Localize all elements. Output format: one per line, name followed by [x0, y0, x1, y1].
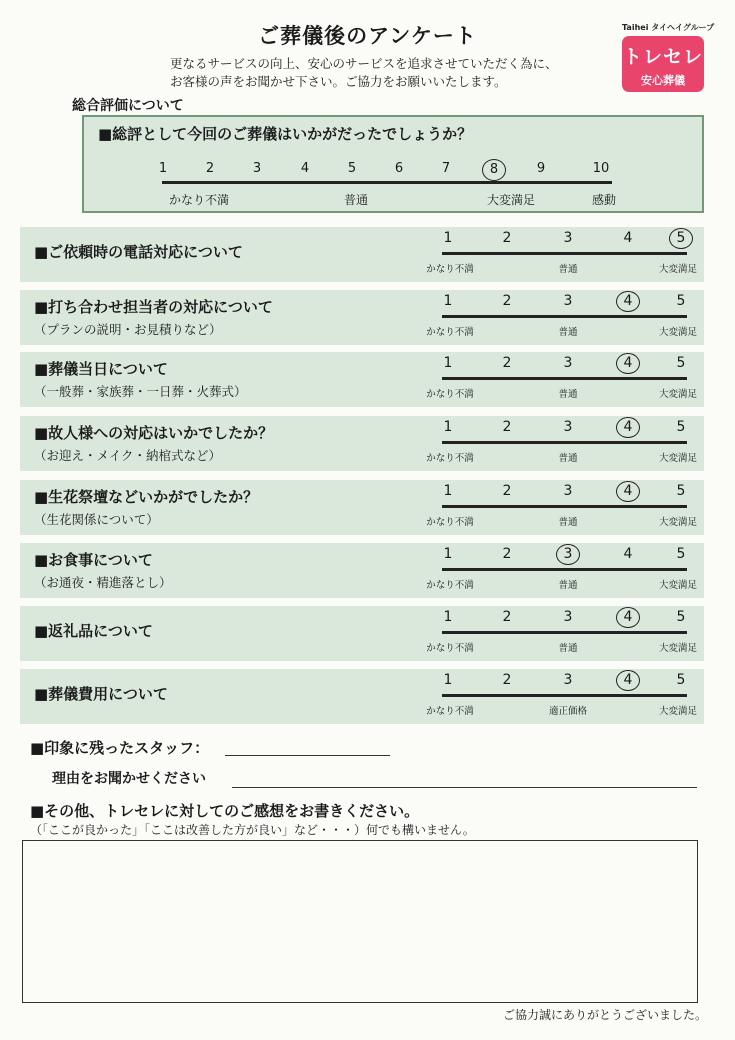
- brand-name: トレセレ: [622, 46, 703, 68]
- overall-scale-line: [162, 181, 612, 184]
- rating-scale-line: [442, 252, 687, 255]
- question-row: [20, 352, 704, 407]
- rating-label: 大変満足: [658, 706, 698, 717]
- rating-label: かなり不満: [426, 706, 474, 717]
- rating-selected[interactable]: 4: [616, 670, 640, 691]
- rating-label: かなり不満: [426, 643, 474, 654]
- rating-number[interactable]: 1: [443, 355, 453, 371]
- rating-number[interactable]: 3: [563, 355, 573, 371]
- rating-selected[interactable]: 4: [616, 291, 640, 312]
- question-subtitle: （一般葬・家族葬・一日葬・火葬式）: [34, 384, 247, 399]
- page-title: ご葬儀後のアンケート: [258, 24, 477, 48]
- rating-selected[interactable]: 3: [556, 544, 580, 565]
- overall-scale: [84, 117, 702, 211]
- rating-number[interactable]: 5: [676, 355, 686, 371]
- overall-scale-number[interactable]: 3: [252, 161, 262, 176]
- question-title: ■葬儀費用について: [34, 685, 168, 703]
- rating-selected[interactable]: 5: [669, 228, 693, 249]
- overall-scale-selected[interactable]: 8: [482, 159, 506, 181]
- rating-label: 普通: [558, 264, 578, 275]
- rating-number[interactable]: 3: [563, 230, 573, 246]
- question-row: [20, 290, 704, 345]
- rating-label: 普通: [558, 453, 578, 464]
- overall-scale-number[interactable]: 2: [205, 161, 215, 176]
- overall-scale-label: 普通: [343, 193, 369, 207]
- comments-box[interactable]: [22, 840, 698, 1003]
- question-title: ■故人様への対応はいかでしたか？: [34, 424, 274, 442]
- overall-scale-number[interactable]: 9: [536, 161, 546, 176]
- rating-number[interactable]: 3: [563, 483, 573, 499]
- rating-number[interactable]: 2: [502, 355, 512, 371]
- rating-label: 大変満足: [658, 264, 698, 275]
- rating-number[interactable]: 1: [443, 546, 453, 562]
- overall-scale-label: 大変満足: [486, 193, 536, 207]
- rating-selected[interactable]: 4: [616, 417, 640, 438]
- overall-scale-number[interactable]: 6: [394, 161, 404, 176]
- reason-label: 理由をお聞かせください: [52, 771, 206, 787]
- rating-number[interactable]: 5: [676, 483, 686, 499]
- rating-scale-line: [442, 694, 687, 697]
- question-row: [20, 416, 704, 471]
- intro-line-1: 更なるサービスの向上、安心のサービスを追求させていただく為に、: [170, 56, 558, 71]
- rating-number[interactable]: 2: [502, 672, 512, 688]
- rating-scale-line: [442, 441, 687, 444]
- rating-label: 普通: [558, 327, 578, 338]
- overall-scale-label: かなり不満: [168, 193, 230, 207]
- rating-number[interactable]: 2: [502, 609, 512, 625]
- question-subtitle: （お迎え・メイク・納棺式など）: [34, 448, 222, 463]
- question-row: [20, 227, 704, 282]
- rating-label: かなり不満: [426, 264, 474, 275]
- rating-scale-line: [442, 315, 687, 318]
- question-subtitle: （プランの説明・お見積りなど）: [34, 322, 222, 337]
- rating-number[interactable]: 5: [676, 609, 686, 625]
- question-row: [20, 480, 704, 535]
- reason-answer-line[interactable]: [232, 787, 697, 788]
- rating-number[interactable]: 2: [502, 546, 512, 562]
- rating-number[interactable]: 5: [676, 672, 686, 688]
- rating-scale-line: [442, 505, 687, 508]
- rating-number[interactable]: 3: [563, 609, 573, 625]
- question-title: ■ご依頼時の電話対応について: [34, 243, 243, 261]
- rating-label: 大変満足: [658, 389, 698, 400]
- rating-number[interactable]: 5: [676, 419, 686, 435]
- rating-number[interactable]: 2: [502, 230, 512, 246]
- question-title: ■生花祭壇などいかがでしたか？: [34, 488, 259, 506]
- rating-label: 普通: [558, 580, 578, 591]
- brand-logo: [622, 36, 704, 92]
- intro-line-2: お客様の声をお聞かせ下さい。ご協力をお願いいたします。: [170, 74, 507, 89]
- staff-answer-line[interactable]: [225, 755, 390, 756]
- comments-hint: （「ここが良かった」「ここは改善した方が良い」など・・・）何でも構いません。: [30, 823, 475, 837]
- rating-number[interactable]: 4: [623, 546, 633, 562]
- overall-question: ■総評として今回のご葬儀はいかがだったでしょうか？: [98, 125, 473, 143]
- intro-text: [170, 55, 610, 91]
- rating-selected[interactable]: 4: [616, 607, 640, 628]
- rating-number[interactable]: 1: [443, 672, 453, 688]
- rating-number[interactable]: 1: [443, 609, 453, 625]
- rating-number[interactable]: 5: [676, 546, 686, 562]
- rating-selected[interactable]: 4: [616, 481, 640, 502]
- rating-label: かなり不満: [426, 517, 474, 528]
- rating-label: かなり不満: [426, 580, 474, 591]
- rating-number[interactable]: 1: [443, 419, 453, 435]
- overall-scale-number[interactable]: 1: [158, 161, 168, 176]
- rating-label: 普通: [558, 517, 578, 528]
- comments-label: ■その他、トレセレに対してのご感想をお書きください。: [30, 802, 420, 820]
- overall-section-title: 総合評価について: [72, 98, 184, 114]
- question-row: [20, 669, 704, 724]
- thanks-text: ご協力誠にありがとうございました。: [502, 1008, 707, 1022]
- rating-label: 大変満足: [658, 580, 698, 591]
- overall-scale-number[interactable]: 7: [441, 161, 451, 176]
- question-row: [20, 606, 704, 661]
- rating-number[interactable]: 3: [563, 672, 573, 688]
- brand-tagline: 安心葬儀: [641, 74, 685, 87]
- rating-number[interactable]: 1: [443, 230, 453, 246]
- question-subtitle: （お通夜・精進落とし）: [34, 575, 172, 590]
- rating-scale-line: [442, 631, 687, 634]
- rating-number[interactable]: 3: [563, 293, 573, 309]
- rating-number[interactable]: 5: [676, 293, 686, 309]
- question-title: ■打ち合わせ担当者の対応について: [34, 298, 273, 316]
- question-subtitle: （生花関係について）: [34, 512, 159, 527]
- question-title: ■お食事について: [34, 551, 153, 569]
- rating-label: 大変満足: [658, 453, 698, 464]
- brand-group: Taihei タイヘイグループ: [622, 23, 715, 32]
- rating-number[interactable]: 4: [623, 230, 633, 246]
- rating-number[interactable]: 3: [563, 419, 573, 435]
- rating-scale-line: [442, 568, 687, 571]
- rating-label: かなり不満: [426, 327, 474, 338]
- overall-rating-box: [82, 115, 704, 213]
- rating-selected[interactable]: 4: [616, 353, 640, 374]
- overall-scale-label: 感動: [591, 193, 617, 207]
- rating-label: 大変満足: [658, 643, 698, 654]
- rating-label: 普通: [558, 643, 578, 654]
- overall-scale-number[interactable]: 4: [300, 161, 310, 176]
- rating-number[interactable]: 2: [502, 483, 512, 499]
- rating-label: かなり不満: [426, 389, 474, 400]
- rating-number[interactable]: 1: [443, 293, 453, 309]
- overall-scale-number[interactable]: 10: [592, 161, 610, 176]
- rating-scale-line: [442, 377, 687, 380]
- overall-scale-number[interactable]: 5: [347, 161, 357, 176]
- rating-number[interactable]: 2: [502, 419, 512, 435]
- rating-label: 大変満足: [658, 327, 698, 338]
- question-title: ■葬儀当日について: [34, 360, 168, 378]
- rating-label: 大変満足: [658, 517, 698, 528]
- staff-label: ■印象に残ったスタッフ：: [30, 739, 210, 757]
- question-title: ■返礼品について: [34, 622, 153, 640]
- rating-label: 普通: [558, 389, 578, 400]
- rating-label: 適正価格: [548, 706, 588, 717]
- rating-number[interactable]: 1: [443, 483, 453, 499]
- question-row: [20, 543, 704, 598]
- rating-label: かなり不満: [426, 453, 474, 464]
- rating-number[interactable]: 2: [502, 293, 512, 309]
